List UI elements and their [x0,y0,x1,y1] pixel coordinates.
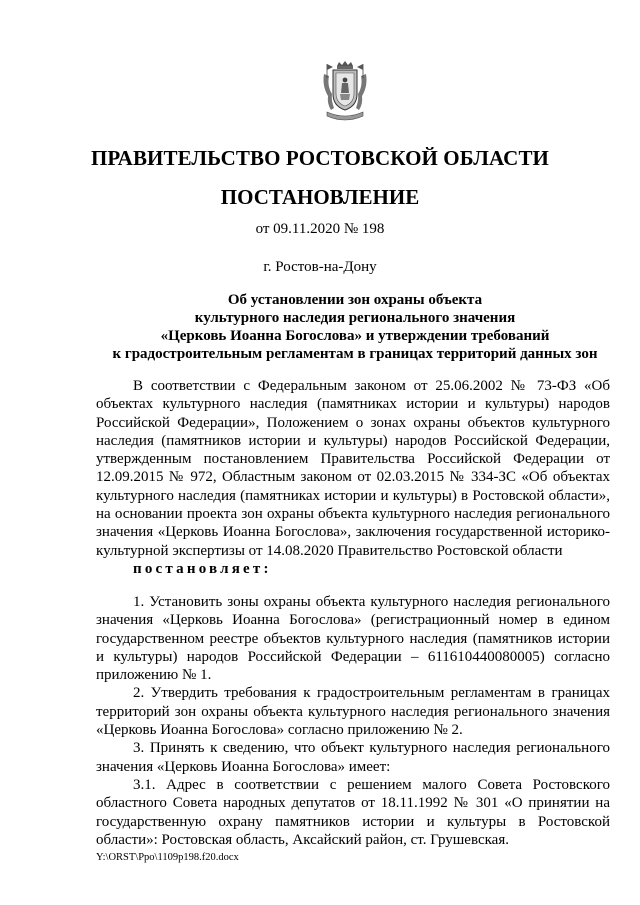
document-city: г. Ростов-на-Дону [263,259,377,275]
list-item: 1. Установить зоны охраны объекта культурного наследия регионального значения «Церковь Иоанна Богослова» (регистрационный номер в едином государственном реестре объектов культурного наследия (памятников истории и культуры) народов Российской Федерации – 611610440080005) согласно приложению № 1. [96,594,610,684]
document-date-number: от 09.11.2020 № 198 [255,221,385,237]
file-path-footer: Y:\ORST\Ppo\1109p198.f20.docx [96,852,239,863]
resolution-items [96,593,610,849]
list-item: 2. Утвердить требования к градостроительным регламентам в границах территорий зон охраны объекта культурного наследия регионального значения «Церковь Иоанна Богослова» согласно приложению № 2. [96,685,610,739]
subject-line: культурного наследия регионального значения [194,310,516,326]
document-type: ПОСТАНОВЛЕНИЕ [220,185,420,209]
document-subject [80,291,630,363]
resolve-word: постановляет: [133,560,272,577]
list-item: 3.1. Адрес в соответствии с решением малого Совета Ростовского областного Совета народных депутатов от 18.11.1992 № 301 «О принятии на государственную охрану памятников истории и культуры в Ростовской области»: Ростовская область, Аксайский район, ст. Грушевская. [96,776,610,848]
preamble-text: В соответствии с Федеральным законом от 25.06.2002 № 73-ФЗ «Об объектах культурного наследия (памятниках истории и культуры) народов Российской Федерации», Положением о зонах охраны объектов культурного наследия (памятников истории и культуры) народов Российской Федерации, утвержденным постановлением Правительства Российской Федерации от 12.09.2015 № 972, Областным законом от 02.03.2015 № 334-ЗС «Об объектах культурного наследия (памятниках истории и культуры) в Ростовской области», на основании проекта зон охраны объекта культурного наследия регионального значения «Церковь Иоанна Богослова», заключения государственной историко-культурной экспертизы от 14.08.2020 Правительство Ростовской области [96,378,610,559]
preamble [96,377,610,578]
subject-line: к градостроительным регламентам в границах территорий данных зон [112,346,598,362]
organization-title: ПРАВИТЕЛЬСТВО РОСТОВСКОЙ ОБЛАСТИ [91,146,549,170]
coat-of-arms-icon [319,60,371,124]
subject-line: Об установлении зон охраны объекта [227,292,483,308]
list-item: 3. Принять к сведению, что объект культурного наследия регионального значения «Церковь Иоанна Богослова» имеет: [96,740,610,775]
subject-line: «Церковь Иоанна Богослова» и утверждении требований [160,328,550,344]
